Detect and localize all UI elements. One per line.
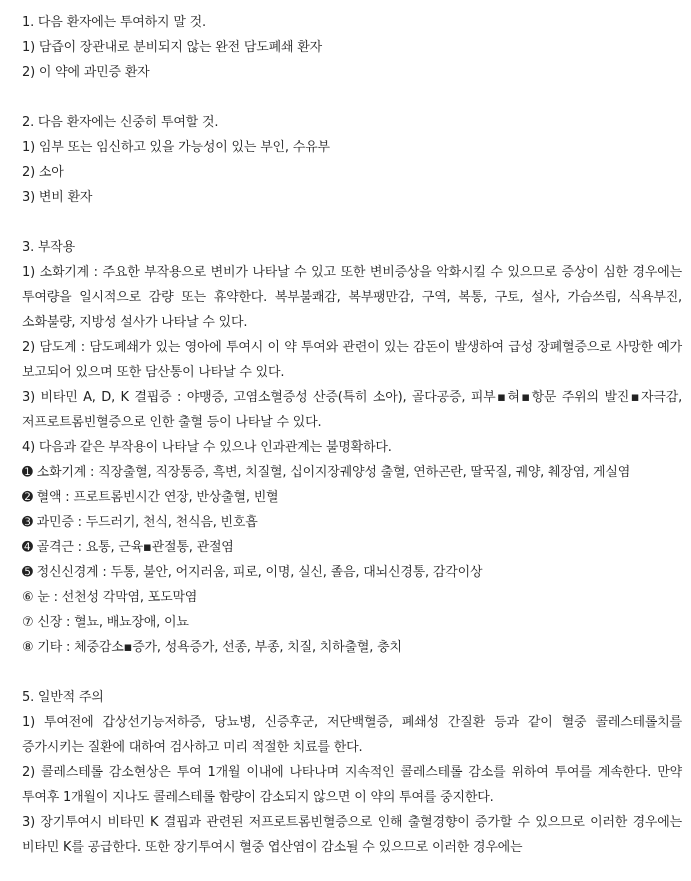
list-item: 2) 담도계 : 담도폐쇄가 있는 영아에 투여시 이 약 투여와 관련이 있는 감돈이 발생하여 급성 장폐혈증으로 사망한 예가 보고되어 있으며 또한 담산통이 나타날 수 있다. (22, 340, 682, 380)
list-item: 1) 임부 또는 임신하고 있을 가능성이 있는 부인, 수유부 (22, 140, 330, 155)
list-item: ⑥ 눈 : 선천성 각막염, 포도막염 (22, 590, 198, 605)
list-item: ➊ 소화기계 : 직장출혈, 직장통증, 흑변, 치질혈, 십이지장궤양성 출혈, 연하곤란, 딸꾹질, 궤양, 췌장염, 게실염 (22, 465, 631, 480)
list-item: 1) 소화기계 : 주요한 부작용으로 변비가 나타날 수 있고 또한 변비증상을 악화시킬 수 있으므로 증상이 심한 경우에는 투여량을 일시적으로 감량 또는 휴약한다. 복부불쾌감, 복부팽만감, 구역, 복통, 구토, 설사, 가슴쓰림, 식욕부진, 소화불량, 지방성 설사가 나타날 수 있다. (22, 265, 682, 330)
list-item: ➎ 정신신경계 : 두통, 불안, 어지러움, 피로, 이명, 실신, 졸음, 대뇌신경통, 감각이상 (22, 565, 483, 580)
section-heading: 3. 부작용 (22, 240, 76, 255)
list-item: 1) 담즙이 장관내로 분비되지 않는 완전 담도폐쇄 환자 (22, 40, 322, 55)
section-general-precautions (22, 685, 682, 860)
list-item: ⑦ 신장 : 혈뇨, 배뇨장애, 이뇨 (22, 615, 189, 630)
list-item: 2) 이 약에 과민증 환자 (22, 65, 150, 80)
list-item: 2) 소아 (22, 165, 64, 180)
list-item: 3) 장기투여시 비타민 K 결핍과 관련된 저프로트롬빈혈증으로 인해 출혈경향이 증가할 수 있으므로 이러한 경우에는 비타민 K를 공급한다. 또한 장기투여시 혈중 엽산염이 감소될 수 있으므로 이러한 경우에는 (22, 815, 682, 855)
document-body (22, 10, 682, 860)
list-item: 3) 비타민 A, D, K 결핍증 : 야맹증, 고염소혈증성 산증(특히 소아), 골다공증, 피부▪혀▪항문 주위의 발진▪자극감, 저프로트롬빈혈증으로 인한 출혈 등이 나타날 수 있다. (22, 390, 682, 430)
list-item: ➌ 과민증 : 두드러기, 천식, 천식음, 빈호흡 (22, 515, 258, 530)
list-item: 2) 콜레스테롤 감소현상은 투여 1개월 이내에 나타나며 지속적인 콜레스테롤 감소를 위하여 투여를 계속한다. 만약 투여후 1개월이 지나도 콜레스테롤 함량이 감소되지 않으면 이 약의 투여를 중지한다. (22, 765, 682, 805)
list-item: 4) 다음과 같은 부작용이 나타날 수 있으나 인과관계는 불명확하다. (22, 440, 392, 455)
section-contraindications (22, 10, 682, 85)
list-item: 1) 투여전에 갑상선기능저하증, 당뇨병, 신증후군, 저단백혈증, 폐쇄성 간질환 등과 같이 혈중 콜레스테롤치를 증가시키는 질환에 대하여 검사하고 미리 적절한 치료를 한다. (22, 715, 682, 755)
section-heading: 1. 다음 환자에는 투여하지 말 것. (22, 15, 206, 30)
section-heading: 5. 일반적 주의 (22, 690, 104, 705)
section-heading: 2. 다음 환자에는 신중히 투여할 것. (22, 115, 219, 130)
section-caution (22, 110, 682, 210)
section-side-effects (22, 235, 682, 660)
list-item: ⑧ 기타 : 체중감소▪증가, 성욕증가, 선종, 부종, 치질, 치하출혈, 충치 (22, 640, 402, 655)
list-item: 3) 변비 환자 (22, 190, 93, 205)
list-item: ➍ 골격근 : 요통, 근육▪관절통, 관절염 (22, 540, 234, 555)
list-item: ➋ 혈액 : 프로트롬빈시간 연장, 반상출혈, 빈혈 (22, 490, 279, 505)
